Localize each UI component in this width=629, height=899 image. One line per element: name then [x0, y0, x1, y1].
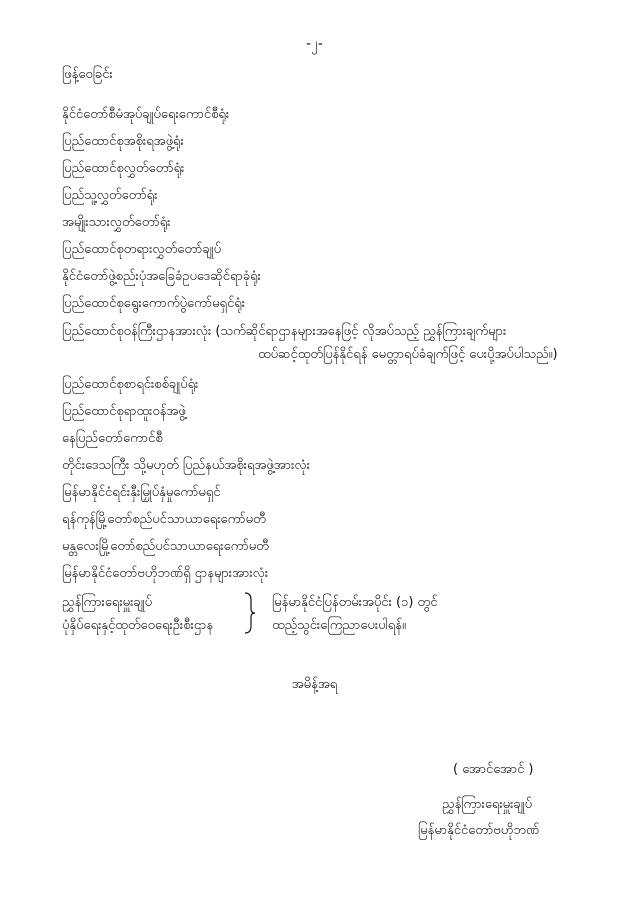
recipient-line: မြန်မာနိုင်ငံတော်ဗဟိုဘဏ်ရှိ ဌာနများအားလုံး: [62, 566, 269, 581]
cc-recipient: ညွှန်ကြားရေးမှူးချုပ်: [62, 595, 153, 610]
recipient-line: ပြည်သူ့လွှတ်တော်ရုံး: [62, 188, 158, 203]
signatory-name: ( အောင်အောင် ): [453, 762, 534, 777]
brace-bracket: [243, 592, 255, 634]
cc-instruction: မြန်မာနိုင်ငံပြန်တမ်းအပိုင်း (၁) တွင်: [272, 595, 438, 610]
page-number: -၂-: [306, 36, 323, 52]
closing-by-order: အမိန့်အရ: [291, 677, 338, 692]
cc-instruction: ထည့်သွင်းကြေညာပေးပါရန်။: [272, 618, 406, 633]
recipient-line: ပြည်ထောင်စုစာရင်းစစ်ချုပ်ရုံး: [62, 377, 199, 392]
recipient-line: ရန်ကုန်မြို့တော်စည်ပင်သာယာရေးကော်မတီ: [62, 512, 266, 527]
ministries-line-continued: ထပ်ဆင့်ထုတ်ပြန်နိုင်ရန် မေတ္တာရပ်ခံချက်ဖြင့် ပေးပို့အပ်ပါသည်။): [258, 347, 558, 362]
recipient-line: နိုင်ငံတော်စီမံအုပ်ချုပ်ရေးကောင်စီရုံး: [62, 107, 230, 122]
recipient-line: နေပြည်တော်ကောင်စီ: [62, 431, 163, 446]
signatory-organization: မြန်မာနိုင်ငံတော်ဗဟိုဘဏ်: [418, 823, 540, 838]
recipient-line: ပြည်ထောင်စုရွေးကောက်ပွဲကော်မရှင်ရုံး: [62, 296, 245, 311]
recipient-line: ပြည်ထောင်စုလွှတ်တော်ရုံး: [62, 161, 185, 176]
recipient-line: ပြည်ထောင်စုရာထူးဝန်အဖွဲ့: [62, 404, 186, 419]
recipient-line: ပြည်ထောင်စုတရားလွှတ်တော်ချုပ်: [62, 242, 221, 257]
recipient-line: မန္တလေးမြို့တော်စည်ပင်သာယာရေးကော်မတီ: [62, 539, 269, 554]
recipient-line: ပြည်ထောင်စုအစိုးရအဖွဲ့ရုံး: [62, 134, 184, 149]
distribution-heading: ဖြန့်ဝေခြင်း: [62, 67, 113, 82]
recipient-line: တိုင်းဒေသကြီး သို့မဟုတ် ပြည်နယ်အစိုးရအဖွဲ့အားလုံး: [62, 458, 310, 473]
recipient-line: အမျိုးသားလွှတ်တော်ရုံး: [62, 215, 171, 230]
cc-recipient: ပုံနှိပ်ရေးနှင့်ထုတ်ဝေရေးဦးစီးဌာန: [62, 618, 214, 633]
ministries-line: ပြည်ထောင်စုဝန်ကြီးဌာနအားလုံး (သက်ဆိုင်ရာဌာနများအနေဖြင့် လိုအပ်သည့် ညွှန်ကြားချက်များ: [62, 324, 507, 339]
recipient-line: နိုင်ငံတော်ဖွဲ့စည်းပုံအခြေခံဥပဒေဆိုင်ရာခုံရုံး: [62, 269, 261, 284]
recipient-line: မြန်မာနိုင်ငံရင်းနှီးမြှုပ်နှံမှုကော်မရှင်: [62, 485, 221, 500]
signatory-title: ညွှန်ကြားရေးမှူးချုပ်: [442, 797, 533, 812]
